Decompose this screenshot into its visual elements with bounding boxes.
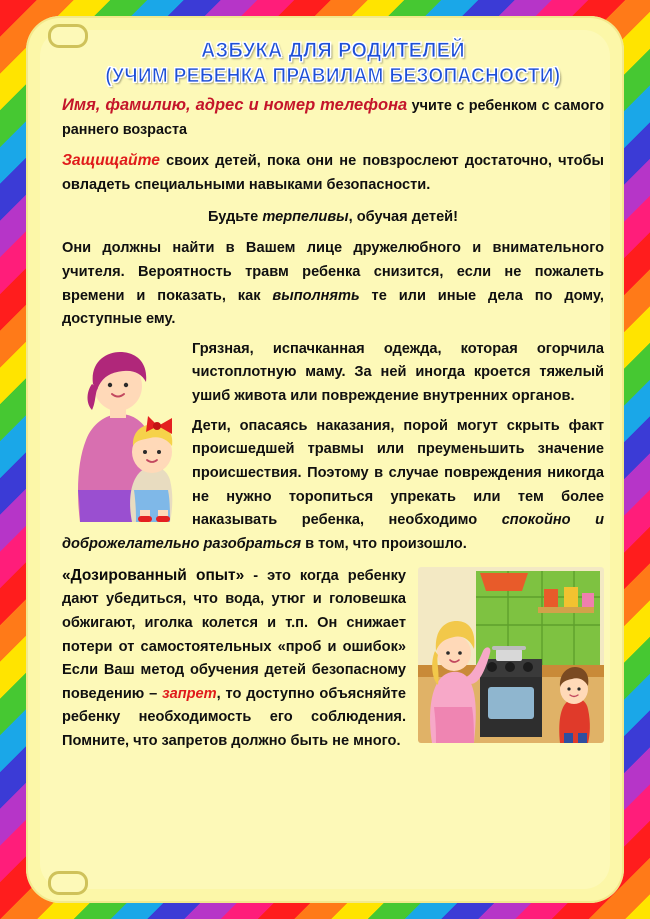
paragraph-dirty-clothes: Грязная, испачканная одежда, которая огорчила чистоплотную маму. За ней иногда кроется тяжелый ушиб живота или повреждение внутренних органов.	[192, 340, 604, 405]
children-fear-italic: спокойно и доброжелательно разобраться	[62, 512, 604, 552]
be-patient-italic: терпеливы	[262, 208, 349, 225]
children-fear-b: в том, что произошло.	[301, 535, 467, 552]
lead-phrase: Имя, фамилию, адрес и номер телефона	[62, 96, 408, 114]
friendly-teacher-a: Они должны найти в Вашем лице дружелюбного и внимательного учителя. Вероятность травм ребенка снизится, если не пожалеть времени и показать, как	[62, 240, 604, 304]
illustration-mother-and-child	[62, 340, 180, 522]
dosed-experience-a: - это когда ребенку дают убедиться, что вода, утюг и головешка обжигают, иголка колется и т.п. Он снижает потери от самостоятельных «проб и ошибок» Если Ваш метод обучения детей безопасному поведению –	[62, 567, 406, 702]
highlight-protect: Защищайте	[62, 152, 160, 170]
highlight-dosed-experience: «Дозированный опыт»	[62, 566, 245, 584]
poster-content	[62, 38, 604, 891]
be-patient-a: Будьте	[207, 208, 263, 225]
title-line-2: (УЧИМ РЕБЕНКА ПРАВИЛАМ БЕЗОПАСНОСТИ)	[105, 64, 561, 87]
friendly-teacher-b: те или иные дела по дому, доступные ему.	[62, 287, 604, 328]
highlight-prohibition: запрет	[162, 685, 217, 702]
paragraph-friendly-teacher	[62, 237, 604, 332]
paragraph-names-address	[62, 92, 604, 142]
children-fear-a: Дети, опасаясь наказания, порой могут скрыть факт происшедшей травмы или преуменьшить значение происшествия. Поэтому в случае повреждения никогда не нужно торопиться упрекать или тем более наказывать ребенка, необходимо	[192, 417, 604, 529]
poster-page	[26, 16, 624, 903]
lead-rest: учите с ребенком с самого раннего возраста	[62, 98, 604, 138]
illustration-kitchen	[418, 567, 604, 743]
dosed-experience-b: , то доступно объясняйте ребенку необходимость его соблюдения. Помните, что запретов должно быть не много.	[62, 685, 406, 750]
paragraph-be-patient	[62, 206, 604, 230]
paragraph-protect-rest: своих детей, пока они не повзрослеют достаточно, чтобы овладеть специальными навыками безопасности.	[62, 153, 604, 193]
paragraph-protect	[62, 148, 604, 197]
friendly-teacher-italic: выполнять	[272, 287, 360, 304]
title-line-1: АЗБУКА ДЛЯ РОДИТЕЛЕЙ	[200, 39, 466, 62]
be-patient-b: , обучая детей!	[348, 208, 459, 225]
page-title	[62, 38, 604, 88]
